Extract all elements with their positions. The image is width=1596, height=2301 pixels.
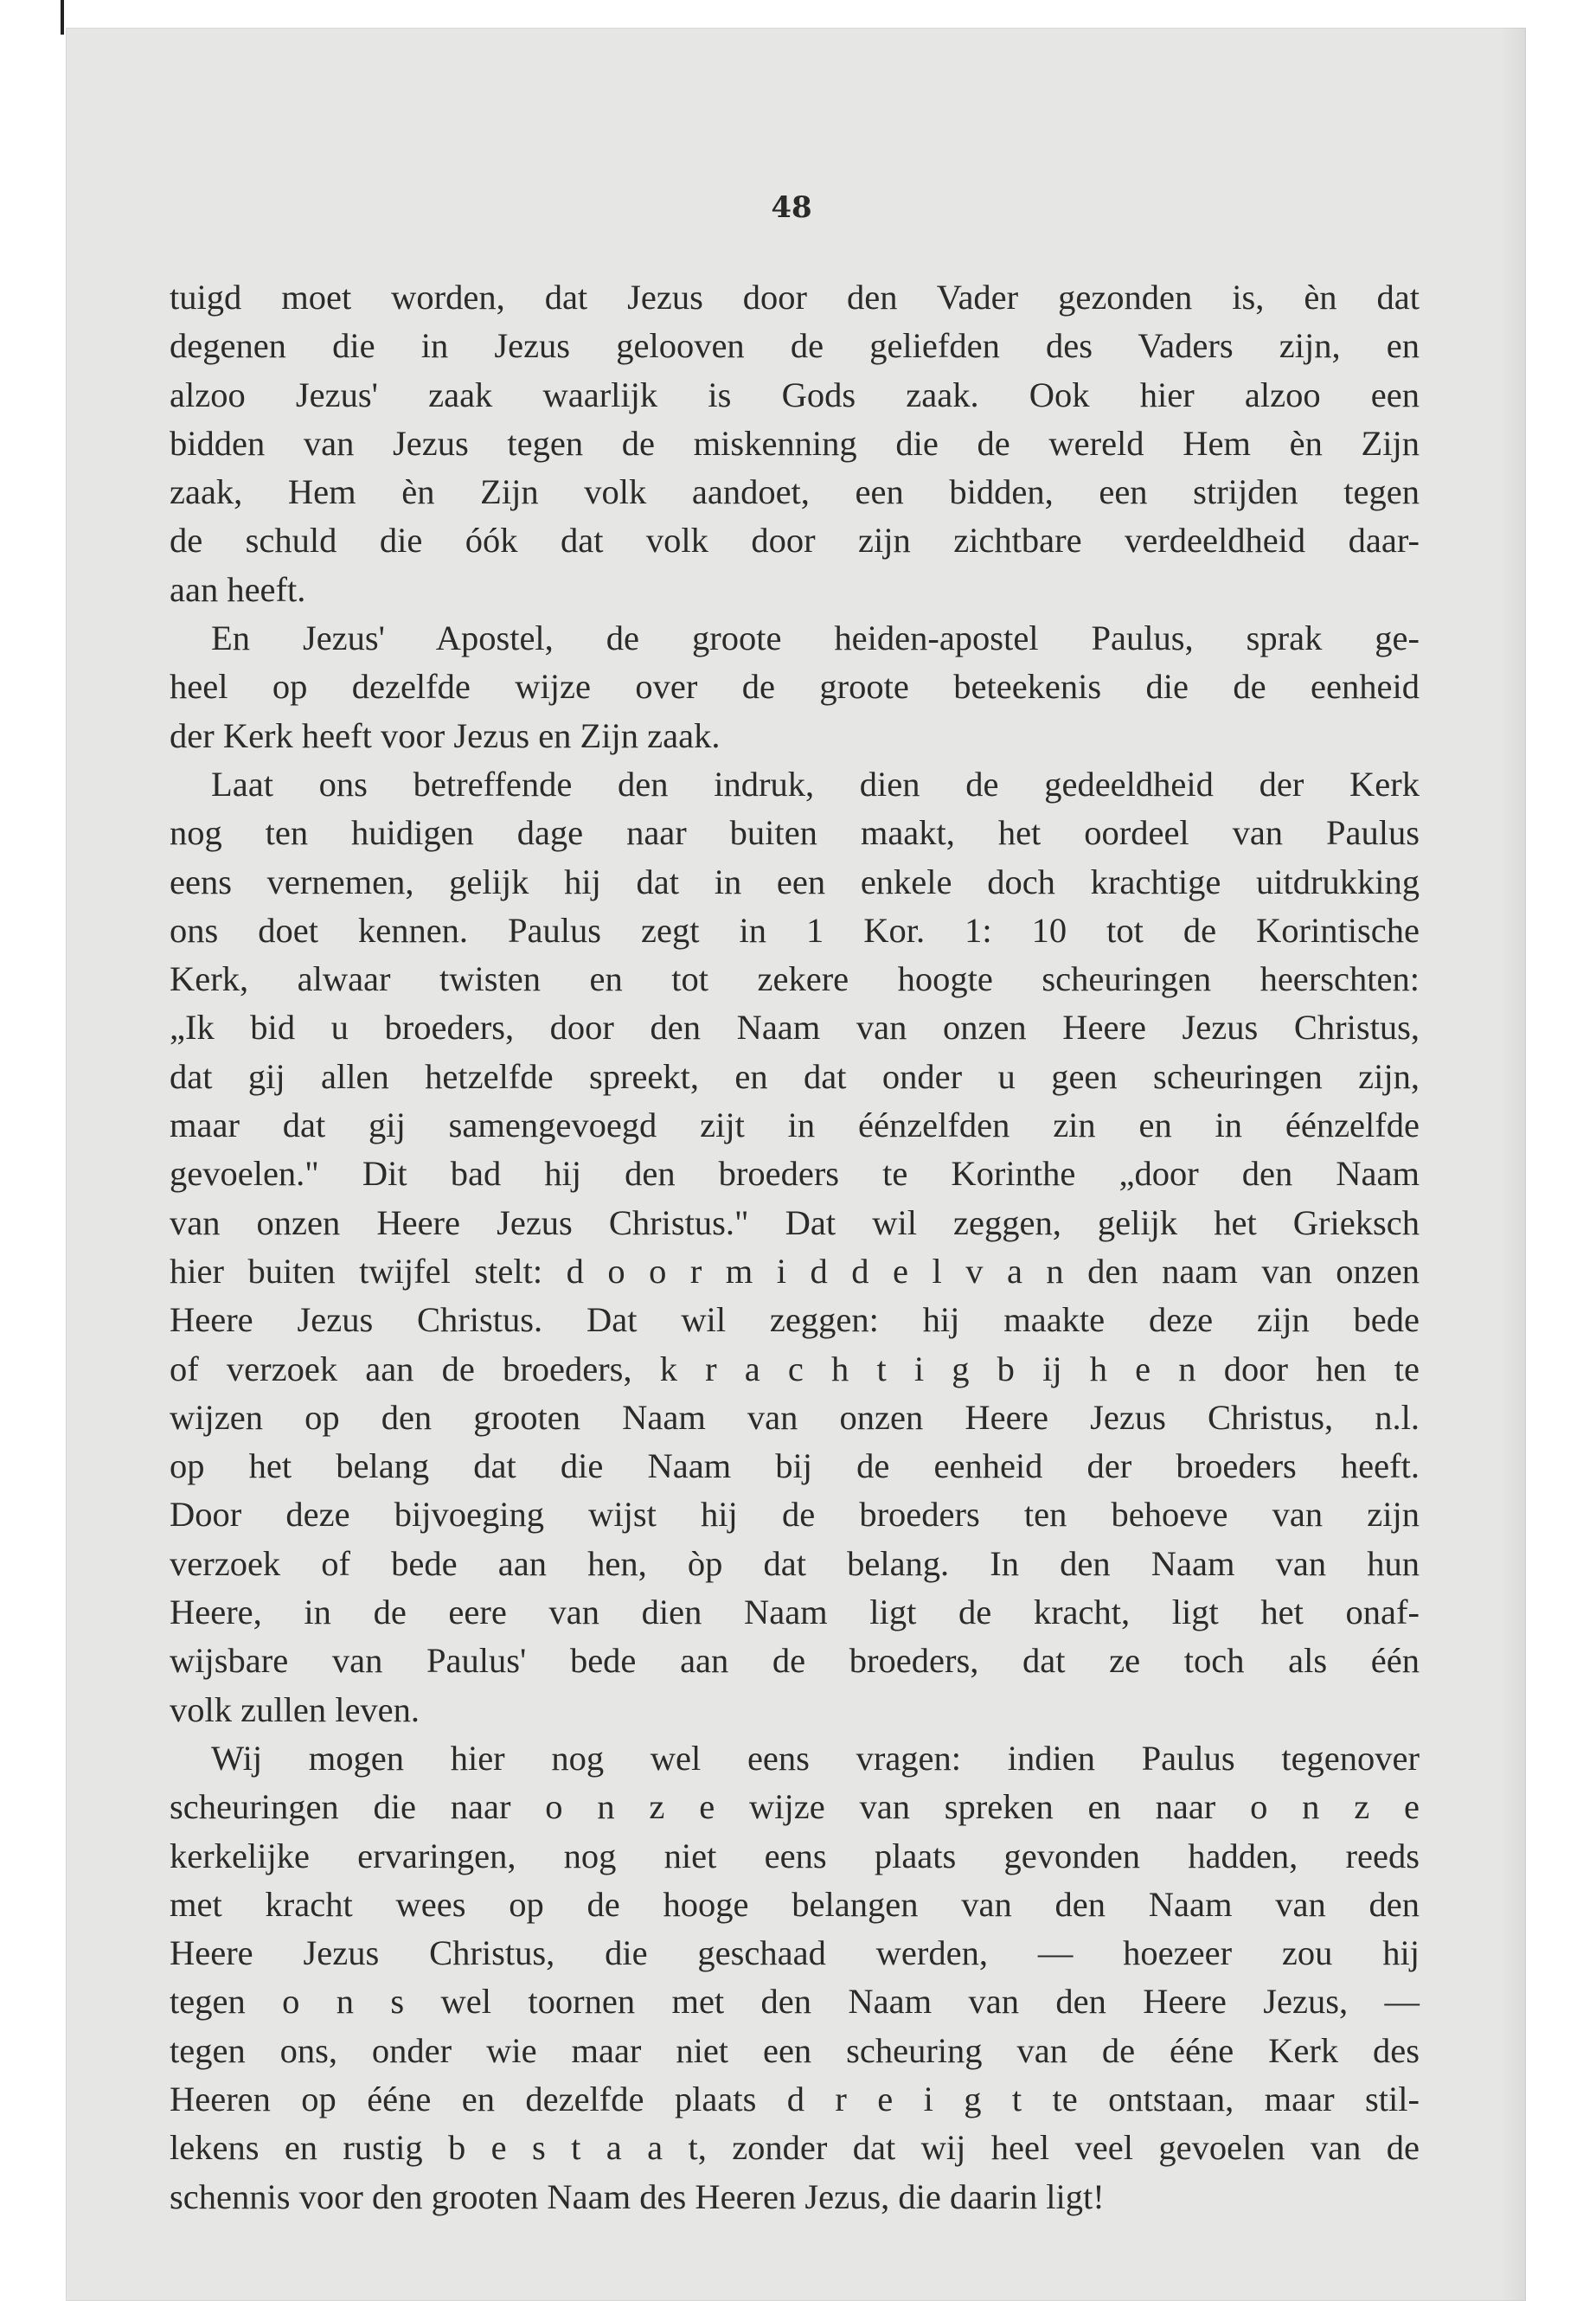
text-line: kerkelijke ervaringen, nog niet eens plaats gevonden hadden, reeds	[170, 1836, 1420, 1875]
scan-left-margin	[0, 0, 66, 2301]
text-line: maar dat gij samengevoegd zijt in éénzelfden zin en in éénzelfde	[170, 1106, 1420, 1145]
text-line: En Jezus' Apostel, de groote heiden-apostel Paulus, sprak ge-	[211, 619, 1420, 658]
text-line: gevoelen." Dit bad hij den broeders te Korinthe „door den Naam	[170, 1154, 1420, 1194]
paragraph	[170, 273, 1420, 614]
text-line: hier buiten twijfel stelt: d o o r m i d d e l v a n den naam van onzen	[170, 1251, 1420, 1291]
text-line: de schuld die óók dat volk door zijn zichtbare verdeeldheid daar-	[170, 521, 1420, 561]
text-line: Laat ons betreffende den indruk, dien de gedeeldheid der Kerk	[211, 764, 1420, 804]
text-line: Kerk, alwaar twisten en tot zekere hoogte scheuringen heerschten:	[170, 959, 1420, 999]
text-line: Heeren op ééne en dezelfde plaats d r e i g t te ontstaan, maar stil-	[170, 2079, 1420, 2118]
page-number: 48	[771, 190, 812, 225]
text-line: lekens en rustig b e s t a a t, zonder dat wij heel veel gevoelen van de	[170, 2128, 1420, 2168]
scan-top-margin	[0, 0, 1596, 26]
text-line: Heere Jezus Christus, die geschaad werden, — hoezeer zou hij	[170, 1933, 1420, 1973]
body-text	[170, 273, 1420, 2221]
text-line: „Ik bid u broeders, door den Naam van onzen Heere Jezus Christus,	[170, 1008, 1420, 1048]
text-line: wijzen op den grooten Naam van onzen Heere Jezus Christus, n.l.	[170, 1397, 1420, 1437]
text-line: eens vernemen, gelijk hij dat in een enkele doch krachtige uitdrukking	[170, 862, 1420, 901]
paragraph	[170, 760, 1420, 1734]
text-line: degenen die in Jezus gelooven de geliefden des Vaders zijn, en	[170, 326, 1420, 366]
text-line: wijsbare van Paulus' bede aan de broeders, dat ze toch als één	[170, 1641, 1420, 1681]
text-line: dat gij allen hetzelfde spreekt, en dat onder u geen scheuringen zijn,	[170, 1056, 1420, 1096]
scan-edge-mark	[61, 0, 64, 35]
text-line: Heere Jezus Christus. Dat wil zeggen: hij maakte deze zijn bede	[170, 1300, 1420, 1340]
text-line: tegen ons, onder wie maar niet een scheuring van de éénе Kerk des	[170, 2030, 1420, 2070]
text-line: verzoek of bede aan hen, òp dat belang. In den Naam van hun	[170, 1543, 1420, 1583]
text-line: zaak, Hem èn Zijn volk aandoet, een bidden, een strijden tegen	[170, 472, 1420, 512]
text-line: Door deze bijvoeging wijst hij de broeders ten behoeve van zijn	[170, 1495, 1420, 1535]
text-line: scheuringen die naar o n z e wijze van spreken en naar o n z e	[170, 1787, 1420, 1827]
text-line: volk zullen leven.	[170, 1689, 420, 1729]
text-line: nog ten huidigen dage naar buiten maakt, het oordeel van Paulus	[170, 813, 1420, 853]
text-line: op het belang dat die Naam bij de eenheid der broeders heeft.	[170, 1446, 1420, 1486]
text-line: Heere, in de eere van dien Naam ligt de kracht, ligt het onaf-	[170, 1593, 1420, 1632]
paragraph	[170, 1734, 1420, 2221]
text-line: schennis voor den grooten Naam des Heeren Jezus, die daarin ligt!	[170, 2176, 1105, 2216]
text-line: tegen o n s wel toornen met den Naam van den Heere Jezus, —	[170, 1982, 1420, 2022]
text-line: Wij mogen hier nog wel eens vragen: indien Paulus tegenover	[211, 1738, 1420, 1778]
text-line: tuigd moet worden, dat Jezus door den Vader gezonden is, èn dat	[170, 278, 1420, 317]
page-gutter-shadow	[1500, 28, 1526, 2301]
paragraph	[170, 614, 1420, 760]
text-line: met kracht wees op de hooge belangen van den Naam van den	[170, 1884, 1420, 1924]
text-line: ons doet kennen. Paulus zegt in 1 Kor. 1: 10 tot de Korintische	[170, 910, 1420, 950]
text-line: der Kerk heeft voor Jezus en Zijn zaak.	[170, 715, 721, 755]
text-line: alzoo Jezus' zaak waarlijk is Gods zaak. Ook hier alzoo een	[170, 375, 1420, 414]
text-line: van onzen Heere Jezus Christus." Dat wil zeggen, gelijk het Grieksch	[170, 1202, 1420, 1242]
text-line: bidden van Jezus tegen de miskenning die de wereld Hem èn Zijn	[170, 423, 1420, 463]
text-line: of verzoek aan de broeders, k r a c h t i g b ij h e n door hen te	[170, 1349, 1420, 1388]
text-line: aan heeft.	[170, 569, 306, 609]
text-line: heel op dezelfde wijze over de groote beteekenis die de eenheid	[170, 667, 1420, 707]
